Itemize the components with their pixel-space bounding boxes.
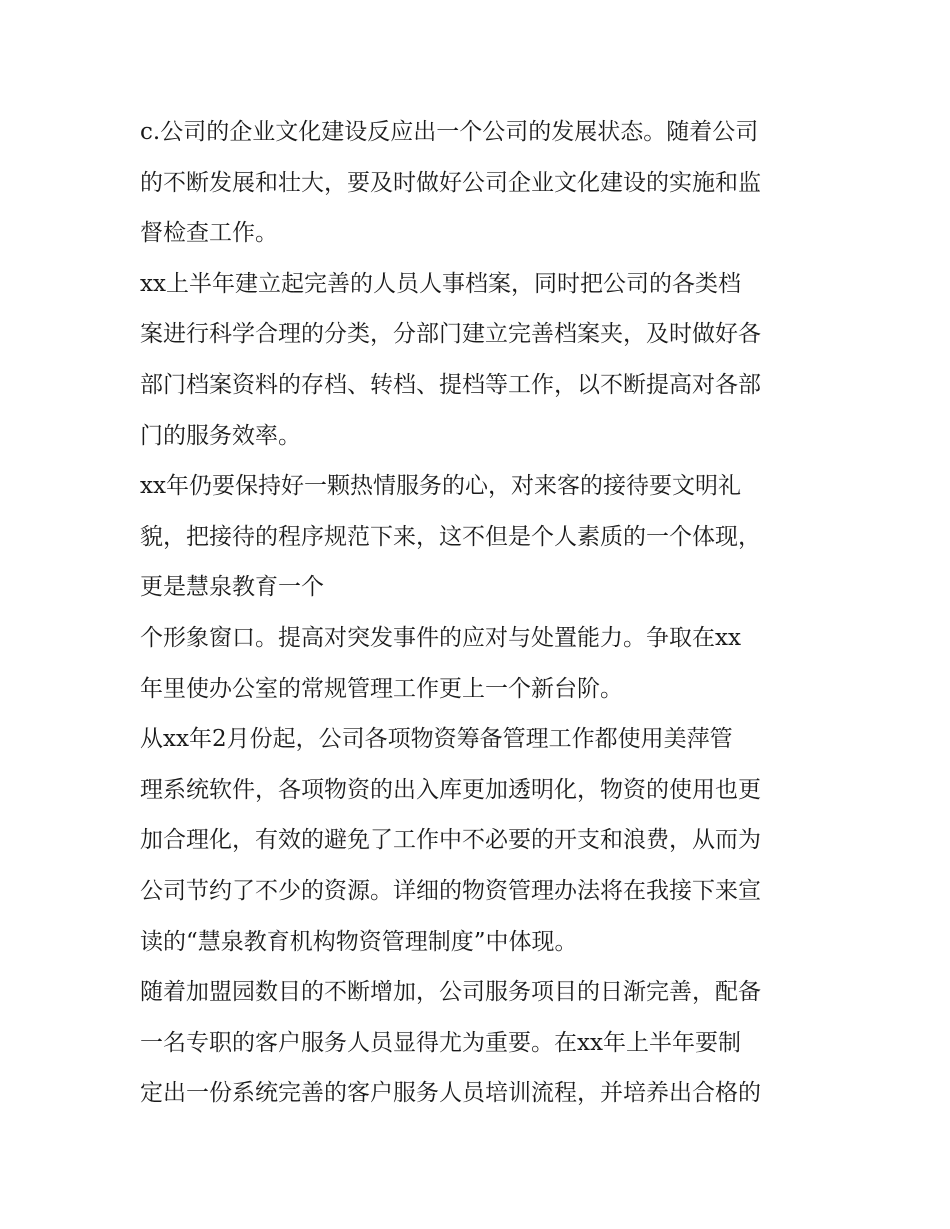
- text-line: 定出一份系统完善的客户服务人员培训流程，并培养出合格的: [140, 1080, 761, 1107]
- text-line: 一名专职的客户服务人员显得尤为重要。在xx年上半年要制: [140, 1029, 741, 1056]
- text-line: 随着加盟园数目的不断增加，公司服务项目的日渐完善，配备: [140, 979, 761, 1006]
- text-line: 加合理化，有效的避免了工作中不必要的开支和浪费，从而为: [140, 827, 761, 854]
- text-line: xx上半年建立起完善的人员人事档案，同时把公司的各类档: [140, 270, 741, 297]
- document-body: [140, 107, 820, 1119]
- text-line: 貌，把接待的程序规范下来，这不但是个人素质的一个体现，: [140, 523, 761, 550]
- text-line: 门的服务效率。: [140, 422, 301, 449]
- text-line: 更是慧泉教育一个: [140, 574, 324, 601]
- text-line: 公司节约了不少的资源。详细的物资管理办法将在我接下来宣: [140, 877, 761, 904]
- text-line: 的不断发展和壮大，要及时做好公司企业文化建设的实施和监: [140, 169, 761, 196]
- text-line: 年里使办公室的常规管理工作更上一个新台阶。: [140, 675, 623, 702]
- text-line: 案进行科学合理的分类，分部门建立完善档案夹，及时做好各: [140, 321, 761, 348]
- text-line: 读的“慧泉教育机构物资管理制度”中体现。: [140, 928, 578, 955]
- text-line: 从xx年2月份起，公司各项物资筹备管理工作都使用美萍管: [140, 726, 733, 753]
- text-line: c.公司的企业文化建设反应出一个公司的发展状态。随着公司: [140, 119, 759, 145]
- text-line: 部门档案资料的存档、转档、提档等工作，以不断提高对各部: [140, 371, 761, 398]
- text-line: 督检查工作。: [140, 220, 278, 247]
- text-line: 个形象窗口。提高对突发事件的应对与处置能力。争取在xx: [140, 624, 741, 651]
- text-line: 理系统软件，各项物资的出入库更加透明化，物资的使用也更: [140, 776, 761, 803]
- text-line: xx年仍要保持好一颗热情服务的心，对来客的接待要文明礼: [140, 473, 741, 500]
